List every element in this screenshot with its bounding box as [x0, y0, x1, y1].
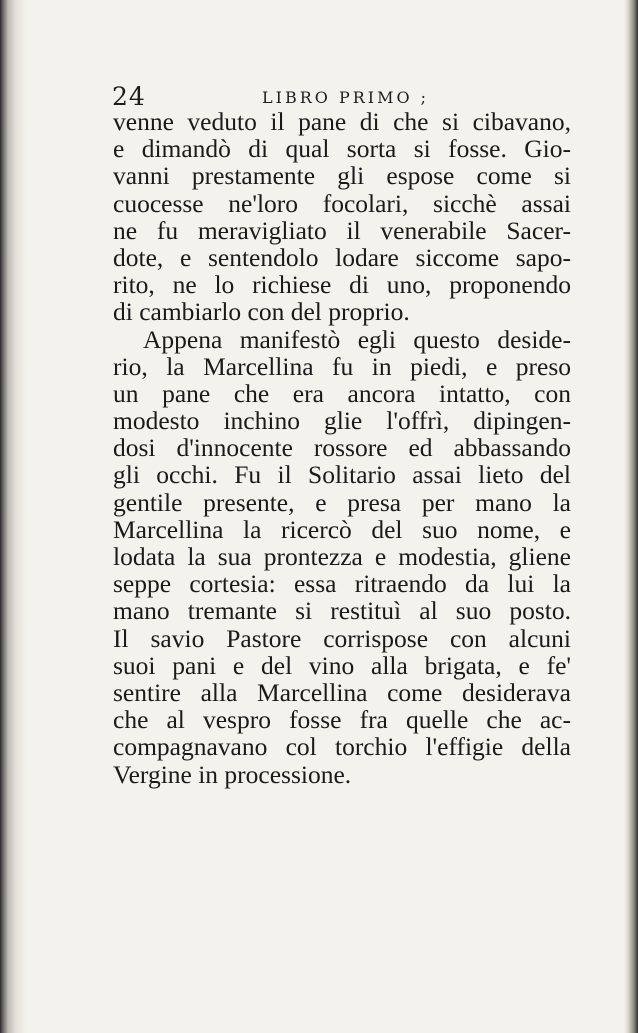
page-number: 24: [112, 82, 146, 111]
text-line: dote, e sentendolo lodare siccome sapo-: [113, 242, 571, 272]
text-line: che al vespro fosse fra quelle che ac-: [113, 705, 571, 735]
page-edge: [624, 0, 638, 1033]
text-line: seppe cortesia: essa ritraendo da lui la: [113, 569, 571, 599]
text-line: suoi pani e del vino alla brigata, e fe': [113, 650, 571, 680]
text-line: cuocesse ne'loro focolari, sicchè assai: [113, 188, 571, 218]
text-line: venne veduto il pane di che si cibavano,: [113, 107, 571, 136]
text-line: Marcellina la ricercò del suo nome, e: [113, 514, 571, 544]
text-line: modesto inchino glie l'offrì, dipingen-: [113, 406, 571, 436]
text-line: dosi d'innocente rossore ed abbassando: [113, 433, 571, 463]
text-line: Appena manifestò egli questo deside-: [143, 324, 571, 354]
binding-gutter: [0, 0, 26, 1033]
text-line: Il savio Pastore corrispose con alcuni: [113, 623, 571, 653]
text-line: di cambiarlo con del proprio.: [113, 297, 410, 327]
text-line: un pane che era ancora intatto, con: [113, 378, 571, 408]
text-line: rito, ne lo richiese di uno, proponendo: [113, 270, 571, 300]
text-line: e dimandò di qual sorta si fosse. Gio-: [113, 134, 571, 164]
text-line: vanni prestamente gli espose come si: [113, 161, 571, 191]
text-line: Vergine in processione.: [113, 759, 352, 789]
text-line: compagnavano col torchio l'effigie della: [113, 732, 571, 762]
text-line: mano tremante si restituì al suo posto.: [113, 596, 571, 626]
text-line: lodata la sua prontezza e modestia, gliene: [113, 542, 571, 571]
text-line: gentile presente, e presa per mano la: [113, 487, 571, 517]
text-line: ne fu meravigliato il venerabile Sacer-: [113, 215, 571, 245]
body-text: [113, 108, 571, 788]
text-line: sentire alla Marcellina come desiderava: [113, 677, 571, 707]
text-line: gli occhi. Fu il Solitario assai lieto del: [113, 460, 571, 490]
running-head: LIBRO PRIMO ;: [262, 88, 430, 107]
text-line: rio, la Marcellina fu in piedi, e preso: [113, 351, 571, 381]
